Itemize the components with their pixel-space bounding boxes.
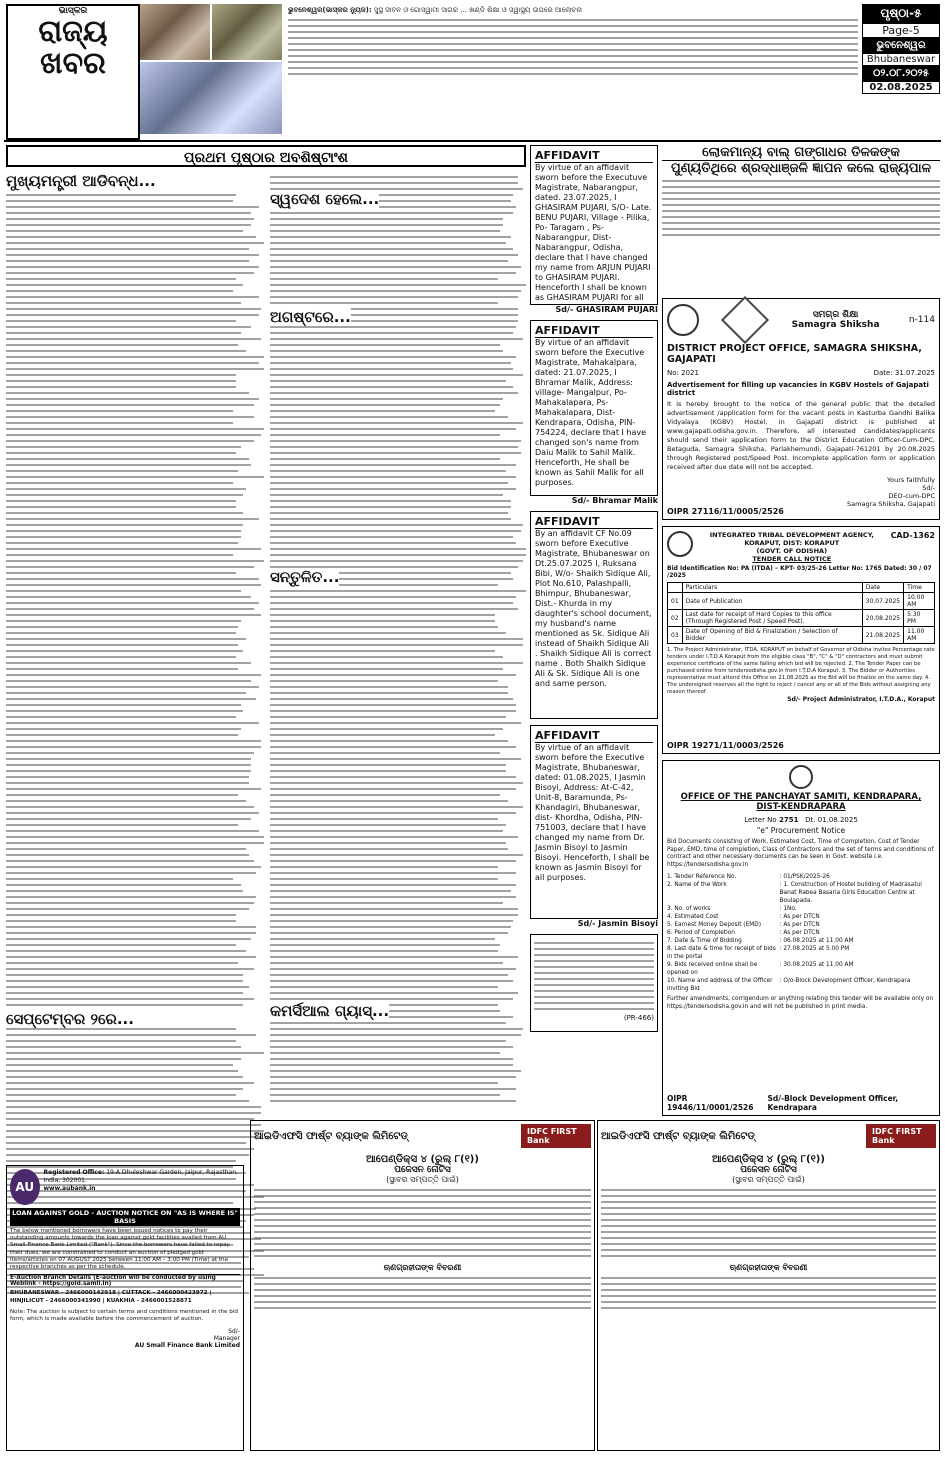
samagra-yours: Yours faithfully — [887, 476, 935, 484]
masthead-title-2: ଖବର — [40, 46, 106, 81]
table-row: 01 Date of Publication 30.07.2025 10.00 AM — [668, 593, 935, 610]
tilak-story — [662, 145, 940, 240]
headline-cm: ମୁଖ୍ୟମନ୍ତ୍ରୀ ଆଡିବନ୍ଧ... — [6, 172, 156, 190]
au-bank-ad — [6, 1165, 244, 1451]
affidavit-4-text: By virtue of an affidavit sworn before the Executive Magistrate, Bhubaneswar, dated: 01.08.2025, I Jasmin Bisoyi, Address: At-C-42, Unit-8, Baramunda, Ps- Khandagiri, Bhubaneswar, dist- Khordha, Odisha, PIN- 751003, declare that I have changed my name from Dr. Jasmin Bisoyi to Jasmin Bisoyi. Henceforth, I shall be known as Jasmin Bisoyi for all purposes. — [535, 743, 650, 882]
samagra-office: DISTRICT PROJECT OFFICE, SAMAGRA SHIKSHA, GAJAPATI — [667, 343, 922, 365]
panchayat-item — [667, 945, 935, 961]
panchayat-item-key: 2. Name of the Work — [667, 882, 727, 888]
samagra-logo-icon — [721, 296, 769, 344]
itda-cad: CAD-1362 — [890, 531, 935, 540]
idfc-ad-2 — [597, 1120, 940, 1451]
itda-table — [667, 582, 935, 644]
samagra-subject: Advertisement for filling up vacancies in KGBV Hostels of Gajapati district — [667, 381, 929, 397]
panchayat-item — [667, 937, 935, 945]
idfc-appendix-1: ଆପେଣ୍ଡିକ୍ସ ୪ (ରୁଲ୍ ୮(୧)) — [366, 1154, 479, 1165]
idfc-ad-1 — [250, 1120, 595, 1451]
top-story-excerpt: ସୁସ୍ଥ ଜୀବନ ଓ ଗୋସ୍ୱାମୀ ସାଗର ... ଖଣ୍ଡି ଶିକ୍ଷା ଓ ସ୍ୱାସ୍ଥ୍ୟ ଉପରେ ଆଲୋଚନା — [373, 6, 583, 14]
panchayat-item-value: : 30.08.2025 at 11.00 AM — [779, 962, 854, 968]
au-reg: Registered Office: — [43, 1169, 105, 1176]
samagra-ad — [662, 298, 940, 520]
panchayat-item-value: : 27.08.2025 at 5.00 PM — [779, 946, 850, 952]
city-odia: ଭୁବନେଶ୍ୱର — [862, 38, 940, 53]
panchayat-letter-no: 2751 — [778, 816, 799, 824]
page-number-odia: ପୃଷ୍ଠା-୫ — [862, 4, 940, 23]
idfc-sub-1: (ସ୍ଥାବର ସମ୍ପତ୍ତି ପାଇଁ) — [386, 1175, 459, 1184]
itda-call: TENDER CALL NOTICE — [752, 555, 832, 563]
affidavit-1 — [530, 145, 658, 305]
headline-swadesh: ସ୍ୱଦେଶ ହେଲେ... — [270, 190, 380, 208]
idfc-name-1: ଆଇଡିଏଫସି ଫାର୍ଷ୍ଟ ବ୍ୟାଙ୍କ ଲିମିଟେଡ୍ — [254, 1130, 408, 1142]
photo-2 — [212, 4, 282, 60]
panchayat-ad — [662, 760, 940, 1116]
affidavit-4-sign: Sd/- Jasmin Bisoyi — [577, 919, 658, 928]
photo-3 — [140, 62, 282, 134]
idfc-loan-2: ଋଣଗ୍ରହୀତାଙ୍କ ବିବରଣୀ — [729, 1263, 808, 1272]
photo-1 — [140, 4, 210, 60]
headline-september: ସେପ୍ଟେମ୍ବର ୨ରେ... — [6, 1010, 264, 1028]
idfc-logo-2: IDFC FIRST Bank — [866, 1124, 936, 1148]
panchayat-item — [667, 961, 935, 977]
panchayat-emblem-icon — [789, 765, 813, 789]
au-bank-name: AU Small Finance Bank Limited — [134, 1341, 240, 1349]
idfc-sub-2: (ସ୍ଥାବର ସମ୍ପତ୍ତି ପାଇଁ) — [732, 1175, 805, 1184]
samagra-sd: Sd/- — [922, 484, 935, 492]
affidavit-4 — [530, 725, 658, 919]
panchayat-further: Further amendments, corrigendum or anything relating this tender will be available only on https://tendersodisha.gov.in and will not be published in print media. — [667, 996, 934, 1010]
affidavit-2-title: AFFIDAVIT — [535, 324, 653, 338]
panchayat-item-value: : 1No. — [779, 906, 797, 912]
samagra-no-val: 2021 — [681, 369, 699, 377]
pr-number: (PR-466) — [623, 1014, 654, 1022]
itda-sub: (GOVT. OF ODISHA) — [756, 547, 828, 555]
samagra-body: It is hereby brought to the notice of the general public that the detailed advertisement /application form for the vacant posts in Kasturba Gandhi Balika Vidyalaya (KGBV) Hostel, in Gajapati district is published at www.gajapati.odisha.gov.in. Therefore, all interested candidates/applicants should send their application form to the District Education Officer-Cum-DPC, Betaguda, Samagra Shiksha, Parlakhemundi, Gajapati-761201 by 20.08.2025 through Registered post/Speed Post. Incomplete application form or application received after due date will not be accepted. — [667, 400, 935, 471]
panchayat-item-value: : 01/PSK/2025-26 — [779, 874, 830, 880]
headline-september-wrap — [6, 1010, 264, 1028]
samagra-designation: DEO-cum-DPC — [888, 492, 935, 500]
table-row: 03 Date of Opening of Bid & Finalization / Selection of Bidder 21.08.2025 11.00 AM — [668, 627, 935, 644]
table-row: 02 Last date for receipt of Hard Copies to this office (Through Registered Post / Speed Post). 20.08.2025 5.30 PM — [668, 610, 935, 627]
itda-emblem-icon — [667, 531, 693, 557]
samagra-date: Date: 31.07.2025 — [873, 369, 935, 377]
samagra-org-odia: ସମଗ୍ର ଶିକ୍ଷା — [812, 310, 859, 320]
samagra-code: n-114 — [908, 315, 935, 325]
samagra-org-en: Samagra Shiksha — [791, 320, 880, 330]
itda-notes: 1. The Project Administrator, ITDA, KORAPUT on behalf of Governor of Odisha invites Percentage rate tenders under I.T.D.A Koraput from the eligible class "B", "C" & "D" contractors and must submit experience certificate of the same failing which bid will be rejected. 2. The Tender Paper can be purchased online from tendersodisha.gov.in from I.T.D.A Koraput. 3. The Bidder or Authorities representative must attend this Office on 21.08.2025 as the Bid will be finalize on the same day. 4. The undersigned reserves all the right to reject / cancel any or all of the Bids without assigning any reason thereof. — [667, 647, 935, 695]
masthead — [6, 4, 140, 140]
headline-august: ଅଗଷ୍ଟରେ... — [270, 308, 351, 326]
panchayat-item-key: 10. Name and address of the Officer inviting Bid — [667, 978, 773, 992]
railway-notice — [530, 934, 658, 1032]
panchayat-sign: Sd/-Block Development Officer, Kendrapara — [767, 1094, 899, 1112]
page-info — [862, 4, 940, 136]
city-en: Bhubaneswar — [862, 53, 940, 66]
panchayat-item-key: 5. Earnest Money Deposit (EMD) — [667, 922, 761, 928]
top-story-lead: ଭୁବନେଶ୍ୱର(ଭାସ୍କର ନ୍ୟୁଜ): — [288, 6, 372, 14]
panchayat-item-key: 7. Date & Time of Bidding — [667, 938, 742, 944]
au-logo-icon: AU — [10, 1169, 40, 1205]
panchayat-dist: DIST-KENDRAPARA — [756, 802, 846, 812]
au-note: Note: The auction is subject to certain terms and conditions mentioned in the bid form, which is made available before the commencement of auction. — [10, 1309, 238, 1323]
idfc-notice-1: ପଜେସନ ନୋଟିସ — [394, 1165, 451, 1175]
itda-title: INTEGRATED TRIBAL DEVELOPMENT AGENCY, KORAPUT, DIST: KORAPUT — [709, 531, 874, 547]
panchayat-item — [667, 873, 935, 881]
panchayat-dt: Dt. 01.08.2025 — [805, 816, 858, 824]
panchayat-item-key: 6. Period of Completion — [667, 930, 735, 936]
panchayat-item — [667, 881, 935, 905]
itda-h-date: Date — [862, 583, 903, 593]
panchayat-item-value: : 1. Construction of Hostel building of Madrasatul Banat Rabea Basaria Girls Education Centre at Boulapada. — [779, 882, 922, 904]
left-column — [6, 172, 264, 1297]
affidavit-3-text: By an affidavit CF No.09 sworn before Executive Magistrate, Bhubaneswar on Dt.25.07.2025 I, Ruksana Bibi, W/o- Shaikh Sidique Ali, Plot No.610, Palashpalli, Bhimpur, Bhubaneswar, Dist.- Khurda in my daughter's school document, my husband's name mentioned as Sk. Sidique Ali instead of Shaikh Sidique Ali . Shaikh Sidique Ali is correct name . Both Shaikh Sidique Ali & Sk. Sidique Ali is one and same person. — [535, 529, 652, 688]
panchayat-item-key: 4. Estimated Cost — [667, 914, 719, 920]
panchayat-letter: Letter No — [744, 816, 777, 824]
affidavit-3 — [530, 511, 658, 719]
panchayat-item-value: : As per DTCN — [779, 914, 820, 920]
top-story — [288, 6, 858, 134]
headline-commercial: କମର୍ସିଆଲ ଗ୍ୟାସ୍... — [270, 1002, 390, 1020]
panchayat-item — [667, 977, 935, 993]
panchayat-item — [667, 921, 935, 929]
panchayat-item-value: : As per DTCN — [779, 930, 820, 936]
section-banner: ପ୍ରଥମ ପୃଷ୍ଠାର ଅବଶିଷ୍ଟାଂଶ — [6, 145, 526, 167]
au-branches: BHUBANESWAR - 2466000142918 | CUTTACK - 2466000423972 | HINJILICUT - 2466000341990 | KUAKHIA - 2466001528871 — [10, 1290, 212, 1304]
panchayat-item-key: 9. Bids received online shall be opened on — [667, 962, 758, 976]
affidavit-2 — [530, 320, 658, 496]
panchayat-item-value: : 06.08.2025 at 11.00 AM — [779, 938, 854, 944]
page-number-en: Page-5 — [862, 23, 940, 38]
au-sd: Sd/- — [228, 1327, 240, 1335]
au-addr: 19-A Dhuleshwar Garden, Jaipur, Rajasthan, India, 302001. — [43, 1169, 238, 1184]
tilak-headline-2: ପୁଣ୍ୟତିଥିରେ ଶ୍ରଦ୍ଧାଞ୍ଜଳି ଜ୍ଞାପନ କଲେ ରାଜ୍ୟପାଳ — [671, 161, 931, 176]
panchayat-item — [667, 929, 935, 937]
affidavit-2-text: By virtue of an affidavit sworn before the Executive Magistrate, Mahakalpara, dated: 21.07.2025, I Bhramar Malik, Address: village- Mangalpur, Po- Mahakalapara, Ps- Mahakalapara, Dist- Kendrapara, Odisha, PIN- 754224, declare that I have changed son's name from Daiu Malik to Sahil Malik. Henceforth, He shall be known as Sahil Malik for all purposes. — [535, 338, 647, 487]
au-web: www.aubank.in — [43, 1185, 96, 1192]
affidavit-column — [530, 145, 658, 1032]
masthead-title-1: ରାଜ୍ୟ — [38, 14, 108, 49]
au-eauction: E-Auction Branch Details (E-auction will be conducted by using Weblink - https://gold.samil.in) — [10, 1274, 240, 1287]
panchayat-item-key: 8. Last date & time for receipt of bids in the portal — [667, 946, 776, 960]
au-body: The below mentioned borrowers have been issued notices to pay their outstanding amounts towards the loan against gold facilities availed from AU Small Finance Bank Limited ("Bank"). Since the borrowers have failed to repay their dues, we are constrained to conduct an auction of pledged gold items/articles on 07 AUGUST 2025 between 11:00 AM – 3:00 PM (Time) at the respective branches as per the schedule. — [10, 1228, 230, 1271]
headline-santushta: ସନ୍ତୁଳିତ... — [270, 568, 340, 586]
itda-sign: Sd/- Project Administrator, I.T.D.A., Koraput — [787, 696, 935, 703]
panchayat-item-value: : O/o-Block Development Officer, Kendrapara — [779, 978, 911, 984]
panchayat-proc: "e" Procurement Notice — [756, 826, 846, 835]
idfc-appendix-2: ଆପେଣ୍ଡିକ୍ସ ୪ (ରୁଲ୍ ୮(୧)) — [712, 1154, 825, 1165]
affidavit-2-sign: Sd/- Bhramar Malik — [571, 496, 658, 505]
panchayat-item-key: 3. No. of works — [667, 906, 711, 912]
au-manager: Manager — [213, 1334, 240, 1342]
date-en: 02.08.2025 — [862, 81, 940, 94]
samagra-oipr: OIPR 27116/11/0005/2526 — [667, 507, 784, 516]
idfc-loan-1: ଋଣଗ୍ରହୀତାଙ୍କ ବିବରଣୀ — [383, 1263, 462, 1272]
panchayat-item — [667, 913, 935, 921]
idfc-logo-1: IDFC FIRST Bank — [521, 1124, 591, 1148]
au-banner: LOAN AGAINST GOLD - AUCTION NOTICE ON "AS IS WHERE IS" BASIS — [10, 1208, 240, 1226]
idfc-name-2: ଆଇଡିଏଫସି ଫାର୍ଷ୍ଟ ବ୍ୟାଙ୍କ ଲିମିଟେଡ୍ — [601, 1130, 755, 1142]
affidavit-1-sign: Sd/- GHASIRAM PUJARI — [555, 305, 658, 314]
affidavit-1-text: By virtue of an affidavit sworn before the Executuve Magistrate, Nabarangpur, dated. 23.07.2025, I GHASIRAM PUJARI, S/O- Late. BENU PUJARI, Village - Pilika, Po- Taragam , Ps- Nabarangpur, Dist- Nabarangpur, Odisha, declare that I have changed my name from ARJUN PUJARI to GHASIRAM PUJARI. Henceforth I shall be known as GHASIRAM PUJARI for all — [535, 163, 652, 302]
affidavit-4-title: AFFIDAVIT — [535, 729, 653, 743]
panchayat-oipr: OIPR 19446/11/0001/2526 — [667, 1094, 754, 1112]
samagra-designation2: Samagra Shiksha, Gajapati — [847, 500, 935, 508]
itda-bid: Bid Identification No: PA (ITDA) – KPT- 03/25-26 Letter No: 1765 Dated: 30 / 07 /2025 — [667, 565, 932, 579]
tilak-headline-1: ଲୋକମାନ୍ୟ ବାଲ୍ ଗଙ୍ଗାଧର ତିଳକଙ୍କ — [662, 145, 940, 161]
affidavit-3-title: AFFIDAVIT — [535, 515, 653, 529]
panchayat-item-key: 1. Tender Reference No. — [667, 874, 737, 880]
idfc-notice-2: ପଜେସନ ନୋଟିସ — [740, 1165, 797, 1175]
panchayat-item — [667, 905, 935, 913]
itda-oipr: OIPR 19271/11/0003/2526 — [667, 741, 784, 750]
date-odia: ୦୨.୦୮.୨୦୨୫ — [862, 66, 940, 81]
panchayat-intro: Bid Documents consisting of Work, Estimated Cost, Time of Completion, Cost of Tender Paper, EMD, time of completion, Class of Contractors and the set of terms and conditions of contract and other necessary documents can be seen in Govt. website i.e. https://tendersodisha.gov.in — [667, 839, 934, 868]
samagra-no: No: — [667, 369, 679, 377]
itda-h-part: Particulars — [682, 583, 862, 593]
emblem-icon — [667, 304, 699, 336]
panchayat-item-value: : As per DTCN — [779, 922, 820, 928]
itda-h-time: Time — [904, 583, 935, 593]
itda-ad — [662, 526, 940, 754]
panchayat-title: OFFICE OF THE PANCHAYAT SAMITI, KENDRAPARA, — [680, 792, 922, 802]
masthead-brand: ଭାସ୍କର — [58, 6, 88, 16]
affidavit-1-title: AFFIDAVIT — [535, 149, 653, 163]
